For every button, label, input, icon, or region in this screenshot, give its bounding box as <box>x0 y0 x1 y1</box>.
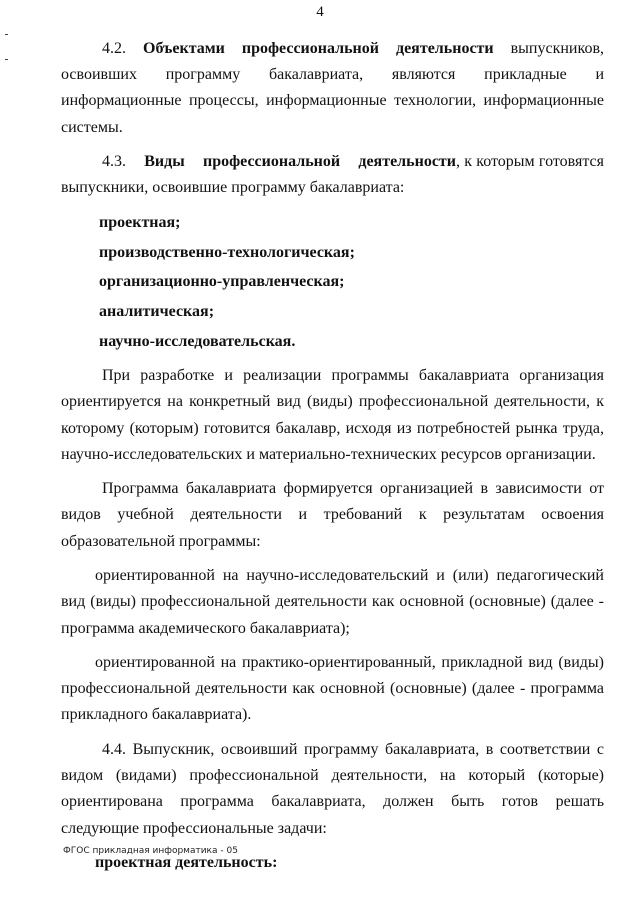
list-item: организационно-управленческая; <box>99 273 345 291</box>
paragraph-text: , к которым готовятся выпускники, освоившие программу бакалавриата: <box>61 153 605 197</box>
list-item: проектная; <box>99 213 181 231</box>
footer-text: ФГОС прикладная информатика - 05 <box>63 846 238 856</box>
activity-types-list <box>61 210 604 355</box>
clause-number: 4.2. <box>102 40 143 57</box>
paragraph-text: выпускников, освоивших программу бакалавриата, являются прикладные и информационные процессы, информационные технологии, информационные системы. <box>61 40 605 136</box>
bold-term: Объектами профессиональной деятельности <box>143 40 494 57</box>
paragraph-4-4: 4.4. Выпускник, освоивший программу бакалавриата, в соответствии с видом (видами) профессиональной деятельности, на который (которые) ориентирована программа бакалавриата, должен быть готов решать следующие профессиональные задачи: <box>61 740 604 837</box>
paragraph: Программа бакалавриата формируется организацией в зависимости от видов учебной деятельности и требований к результатам освоения образовательной программы: <box>61 480 604 550</box>
paragraph: ориентированной на научно-исследовательский и (или) педагогический вид (виды) профессиональной деятельности как основной (основные) (далее - программа академического бакалавриата); <box>61 567 604 637</box>
list-item: научно-исследовательская. <box>99 332 296 350</box>
scan-mark <box>5 59 8 60</box>
document-body <box>61 36 604 876</box>
page-number: 4 <box>316 4 324 20</box>
scan-mark <box>5 34 8 35</box>
bold-term: Виды профессиональной деятельности <box>144 153 457 171</box>
paragraph-4-3 <box>61 149 604 201</box>
paragraph-4-2 <box>61 36 604 141</box>
list-item: производственно-технологическая; <box>99 243 355 261</box>
paragraph: ориентированной на практико-ориентированный, прикладной вид (виды) профессиональной деятельности как основной (основные) (далее - программа прикладного бакалавриата). <box>61 654 604 724</box>
paragraph: При разработке и реализации программы бакалавриата организация ориентируется на конкретный вид (виды) профессиональной деятельности, к которому (которым) готовится бакалавр, исходя из потребностей рынка труда, научно-исследовательских и материально-технических ресурсов организации. <box>61 367 604 463</box>
clause-number: 4.3. <box>102 153 145 171</box>
section-heading: проектная деятельность: <box>95 854 278 872</box>
list-item: аналитическая; <box>99 302 215 320</box>
